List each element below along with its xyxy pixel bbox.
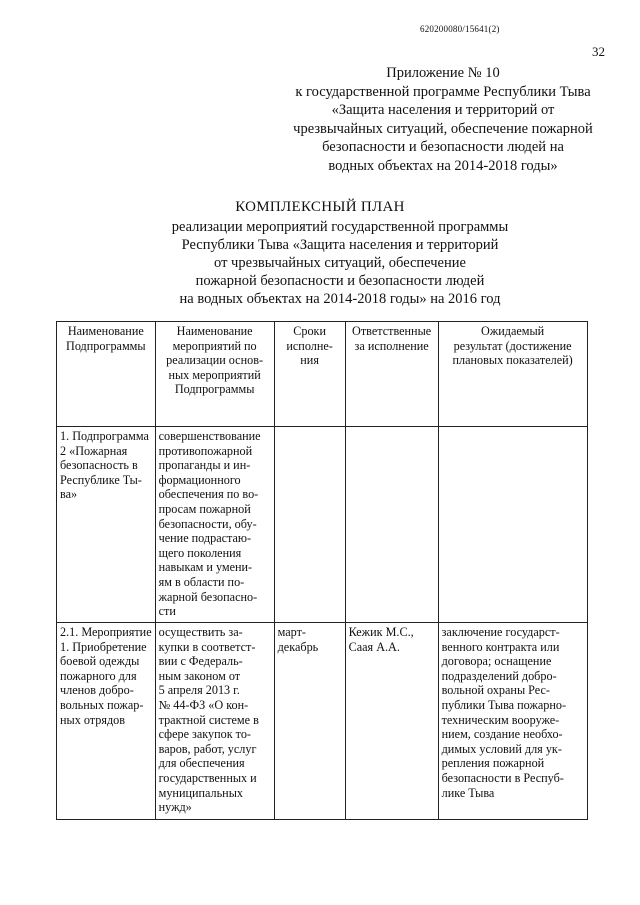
appendix-line: к государственной программе Республики Тыва — [295, 83, 591, 100]
cell-text-line: вольной охраны Рес- — [441, 683, 550, 698]
cell-text-line: совершенствование — [158, 429, 261, 443]
cell-text-line: ных мероприятий — [168, 367, 261, 382]
cell-text-line: чение подрастаю- — [158, 531, 252, 546]
cell-text-line: сфере закупок то- — [158, 727, 251, 742]
cell-text-line: Наименование — [176, 324, 253, 338]
plan-subtitle — [150, 218, 530, 308]
appendix-line: водных объектах на 2014-2018 годы» — [328, 157, 558, 174]
cell-text-line: лике Тыва — [441, 785, 495, 800]
table-cell — [155, 427, 274, 623]
cell-text-line: вольных пожар- — [60, 697, 144, 712]
cell-text-line: безопасность в — [60, 458, 138, 473]
table-cell — [438, 427, 587, 623]
cell-text-line: навыкам и умени- — [158, 560, 253, 575]
cell-text-line: варов, работ, услуг — [158, 741, 257, 756]
cell-text-line: безопасности в Респуб- — [441, 770, 564, 785]
cell-text-line: пропаганды и ин- — [158, 458, 251, 473]
cell-text-line: безопасности, обу- — [158, 516, 257, 531]
table-cell — [438, 623, 587, 820]
table-cell — [274, 427, 345, 623]
cell-text-line: нием, создание необхо- — [441, 727, 563, 742]
page-number: 32 — [592, 44, 605, 59]
cell-text-line: плановых показателей) — [452, 353, 573, 368]
cell-text-line: репления пожарной — [441, 756, 545, 771]
header-cell-expected-result — [438, 322, 587, 427]
table-cell — [155, 623, 274, 820]
appendix-block — [268, 64, 618, 175]
cell-text-line: пожарного для — [60, 668, 137, 683]
plan-title: КОМПЛЕКСНЫЙ ПЛАН — [235, 199, 405, 215]
cell-text-line: вии с Федераль- — [158, 654, 243, 669]
cell-text-line: результат (достижение — [453, 338, 572, 353]
table-cell — [345, 427, 438, 623]
appendix-line: чрезвычайных ситуаций, обеспечение пожарной — [293, 120, 593, 137]
cell-text-line: просам пожарной — [158, 501, 251, 516]
cell-text-line: Сроки — [293, 324, 326, 338]
cell-text-line: договора; оснащение — [441, 654, 552, 669]
cell-text-line: Наименование — [67, 324, 144, 338]
table-row — [57, 623, 588, 820]
cell-text-line: подразделений добро- — [441, 668, 557, 683]
cell-text-line: 2.1. Мероприятие — [60, 625, 152, 639]
cell-text-line: реализации основ- — [166, 353, 264, 368]
plan-subtitle-line: на водных объектах на 2014-2018 годы» на 2016 год — [179, 291, 501, 307]
cell-text-line: Подпрограммы — [174, 382, 255, 397]
cell-text-line: ям в области по- — [158, 574, 245, 589]
cell-text-line: трактной системе в — [158, 712, 259, 727]
table-cell — [57, 623, 156, 820]
cell-text-line: членов добро- — [60, 683, 134, 698]
table-row — [57, 427, 588, 623]
cell-text-line: Ответственные — [352, 324, 432, 338]
cell-text-line: осуществить за- — [158, 625, 243, 639]
cell-text-line: 2 «Пожарная — [60, 443, 128, 458]
header-cell-responsible — [345, 322, 438, 427]
cell-text-line: за исполнение — [354, 338, 429, 353]
appendix-line: «Защита населения и территорий от — [331, 102, 555, 118]
cell-text-line: ных отрядов — [60, 712, 126, 727]
cell-text-line: № 44-ФЗ «О кон- — [158, 697, 249, 712]
cell-text-line: март- — [277, 625, 306, 639]
cell-text-line: государственных и — [158, 770, 257, 785]
cell-text-line: 1. Подпрограмма — [60, 429, 149, 443]
plan-subtitle-line: реализации мероприятий государственной программы — [171, 219, 509, 235]
cell-text-line: 5 апреля 2013 г. — [158, 683, 240, 698]
cell-text-line: купки в соответст- — [158, 639, 256, 654]
cell-text-line: Подпрограммы — [66, 338, 146, 353]
table-cell — [345, 623, 438, 820]
table-cell — [57, 427, 156, 623]
cell-text-line: 1. Приобретение — [60, 639, 147, 654]
cell-text-line: димых условий для ук- — [441, 741, 562, 756]
plan-table — [56, 321, 588, 820]
document-code: 620200080/15641(2) — [420, 24, 500, 34]
plan-subtitle-line: пожарной безопасности и безопасности людей — [195, 273, 485, 289]
cell-text-line: нужд» — [158, 800, 192, 815]
cell-text-line: щего поколения — [158, 545, 242, 560]
table-header-row — [57, 322, 588, 427]
cell-text-line: формационного — [158, 472, 241, 487]
cell-text-line: муниципальных — [158, 785, 243, 800]
cell-text-line: мероприятий по — [172, 338, 257, 353]
cell-text-line: венного контракта или — [441, 639, 560, 654]
cell-text-line: противопожарной — [158, 443, 253, 458]
cell-text-line: техническим вооруже- — [441, 712, 560, 727]
cell-text-line: жарной безопасно- — [158, 589, 258, 604]
cell-text-line: Ожидаемый — [481, 324, 545, 338]
cell-text-line: ным законом от — [158, 668, 241, 683]
cell-text-line: сти — [158, 604, 176, 619]
cell-text-line: боевой одежды — [60, 654, 140, 669]
plan-subtitle-line: от чрезвычайных ситуаций, обеспечение — [214, 255, 466, 271]
cell-text-line: исполне- — [286, 338, 333, 353]
cell-text-line: ва» — [60, 487, 78, 502]
header-cell-deadlines — [274, 322, 345, 427]
appendix-line: Приложение № 10 — [386, 65, 500, 81]
cell-text-line: декабрь — [277, 639, 319, 654]
cell-text-line: заключение государст- — [441, 625, 560, 639]
header-cell-measures — [155, 322, 274, 427]
header-cell-subprogram — [57, 322, 156, 427]
appendix-line: безопасности и безопасности людей на — [322, 139, 564, 155]
cell-text-line: Кежик М.С., — [348, 625, 414, 639]
table-cell — [274, 623, 345, 820]
cell-text-line: Саая А.А. — [348, 639, 400, 654]
cell-text-line: обеспечения по во- — [158, 487, 259, 502]
cell-text-line: публики Тыва пожарно- — [441, 697, 567, 712]
cell-text-line: для обеспечения — [158, 756, 245, 771]
cell-text-line: ния — [300, 353, 319, 368]
plan-subtitle-line: Республики Тыва «Защита населения и территорий — [181, 237, 499, 253]
cell-text-line: Республике Ты- — [60, 472, 142, 487]
